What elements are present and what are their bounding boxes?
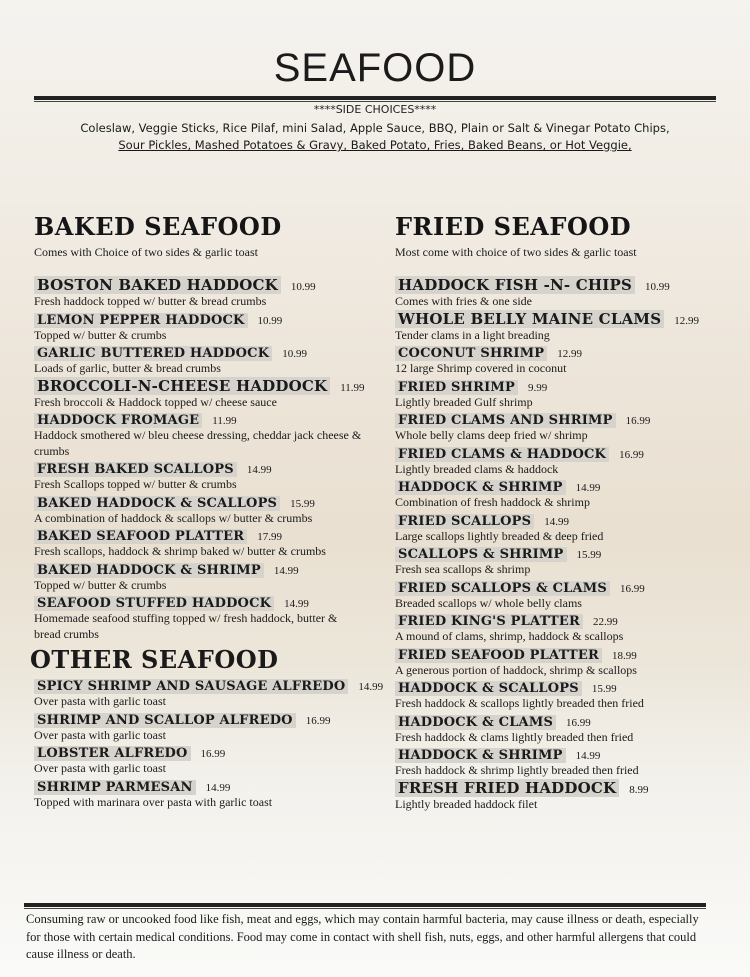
allergen-disclaimer: Consuming raw or uncooked food like fish, meat and eggs, which may contain harmful bacteria, may cause illness or death, especially for those with certain medical conditions. Food may come in contact with shell fish, nuts, eggs, and other harmful allergens that could cause illness or death. [26,912,699,961]
menu-item-price: 14.99 [358,681,384,693]
menu-item-price: 16.99 [305,714,331,727]
other-seafood-list [34,677,384,810]
menu-item-description: Haddock smothered w/ bleu cheese dressing, cheddar jack cheese & crumbs [34,428,362,458]
menu-item-price: 10.99 [282,348,307,360]
menu-item-header [395,713,725,730]
menu-item-description: Comes with fries & one side [395,294,532,308]
menu-item [395,378,725,411]
menu-item-price: 12.99 [674,314,699,327]
menu-item-header [395,646,725,663]
menu-item-header [395,612,725,629]
top-divider [34,96,716,100]
menu-item-name: FRIED SCALLOPS & CLAMS [395,581,610,596]
menu-item-description: Homemade seafood stuffing topped w/ fresh haddock, butter & bread crumbs [34,611,338,641]
menu-item-header [34,744,364,761]
menu-item-description: Lightly breaded Gulf shrimp [395,394,533,409]
menu-item [34,277,364,310]
baked-seafood-subtitle: Comes with Choice of two sides & garlic toast [34,245,258,259]
menu-item-description: A mound of clams, shrimp, haddock & scallops [395,629,624,643]
menu-item [34,311,364,344]
menu-item-header [395,411,725,428]
menu-item-description: Topped with marinara over pasta with garlic toast [34,794,273,809]
menu-item [34,460,364,493]
fried-seafood-title: FRIED SEAFOOD [395,212,632,241]
menu-item-description: Fresh haddock & clams lightly breaded then fried [395,729,634,744]
menu-item-description: Fresh scallops, haddock & shrimp baked w/ butter & crumbs [34,544,326,558]
menu-item [395,512,725,545]
menu-item-description: Topped w/ butter & crumbs [34,327,167,342]
left-column [30,210,384,811]
menu-item-description: Over pasta with garlic toast [34,727,166,742]
menu-item-description: Over pasta with garlic toast [34,761,166,775]
menu-item-price: 16.99 [625,415,651,427]
menu-item-header [34,460,364,477]
menu-item-header [395,478,725,495]
menu-item [395,344,725,377]
menu-item [34,378,364,411]
menu-item-price: 15.99 [591,683,617,695]
right-column [395,210,725,813]
menu-item-price: 14.99 [284,598,309,610]
page-title: SEAFOOD [273,46,477,90]
menu-item-header [395,780,725,797]
menu-item-name: SHRIMP AND SCALLOP ALFREDO [34,713,296,728]
menu-item-header [34,344,364,361]
menu-item [34,494,364,527]
menu-item-header [395,344,725,361]
menu-item-name: SPICY SHRIMP AND SAUSAGE ALFREDO [34,679,348,694]
menu-item-price: 11.99 [340,381,365,394]
menu-item-price: 16.99 [619,582,645,595]
menu-item-header [395,679,725,696]
menu-item-name: LOBSTER ALFREDO [34,746,191,761]
menu-item-name: BAKED HADDOCK & SCALLOPS [34,496,280,511]
menu-item [395,746,725,779]
menu-item-description: Large scallops lightly breaded & deep fried [395,528,604,543]
menu-item-name: FRESH FRIED HADDOCK [395,779,619,797]
menu-item-name: FRIED SHRIMP [395,380,518,395]
menu-item-price: 22.99 [592,616,618,628]
menu-item-description: Fresh haddock & scallops lightly breaded then fried [395,696,644,710]
menu-item-name: FRIED CLAMS AND SHRIMP [395,413,616,428]
menu-item [34,594,364,642]
menu-item-name: SEAFOOD STUFFED HADDOCK [34,596,274,611]
menu-item-header [395,445,725,462]
menu-item-price: 9.99 [527,381,548,394]
menu-item-price: 16.99 [200,748,226,760]
menu-item-description: Lightly breaded haddock filet [395,796,538,811]
menu-item-description: Tender clams in a light breading [395,327,550,342]
menu-item [395,478,725,511]
menu-item-description: Fresh haddock topped w/ butter & bread crumbs [34,294,267,308]
menu-item-header [395,277,725,294]
menu-item-name: FRIED SEAFOOD PLATTER [395,648,602,663]
menu-item-header [34,711,364,728]
menu-item-price: 16.99 [619,448,644,461]
side-choices-line-2: Sour Pickles, Mashed Potatoes & Gravy, Baked Potato, Fries, Baked Beans, or Hot Veggie, [118,138,632,152]
menu-item-description: Lightly breaded clams & haddock [395,461,559,476]
menu-item-price: 15.99 [576,549,602,561]
menu-item [395,311,725,344]
menu-item-description: A combination of haddock & scallops w/ butter & crumbs [34,510,313,525]
baked-seafood-list [34,277,364,642]
menu-item-name: FRIED SCALLOPS [395,514,534,529]
menu-item [34,778,364,811]
menu-item-header [34,527,364,544]
menu-item-name: HADDOCK & SHRIMP [395,480,566,495]
menu-item [395,780,725,813]
menu-item-description: Loads of garlic, butter & bread crumbs [34,361,221,375]
menu-item-name: SHRIMP PARMESAN [34,780,196,795]
menu-item-description: Fresh sea scallops & shrimp [395,562,531,576]
menu-item-header [395,378,725,395]
menu-item [395,612,725,645]
menu-item-price: 10.99 [645,281,670,293]
menu-item-name: HADDOCK FISH -N- CHIPS [395,276,635,294]
menu-item-price: 14.99 [273,564,299,577]
menu-item-price: 14.99 [575,750,601,762]
menu-item-name: FRIED CLAMS & HADDOCK [395,447,609,462]
menu-item-name: BOSTON BAKED HADDOCK [34,276,281,294]
menu-item-name: HADDOCK & CLAMS [395,715,556,730]
menu-item-price: 15.99 [290,497,315,510]
menu-item-name: HADDOCK & SHRIMP [395,748,566,763]
menu-item-header [34,778,364,795]
top-divider-thin [34,101,716,102]
menu-item-name: BAKED HADDOCK & SHRIMP [34,563,264,578]
menu-item-price: 10.99 [290,281,316,293]
menu-item-header [34,594,364,611]
menu-item [395,646,725,679]
menu-item-header [34,677,384,694]
menu-item [34,744,364,777]
menu-item [34,561,364,594]
other-seafood-title: OTHER SEAFOOD [30,645,279,674]
menu-item-description: 12 large Shrimp covered in coconut [395,361,567,375]
menu-item-header [395,512,725,529]
menu-item-price: 17.99 [257,531,282,543]
menu-item-header [34,411,364,428]
menu-item-header [34,561,364,578]
menu-item [395,411,725,444]
menu-item-header [395,746,725,763]
menu-item-description: Over pasta with garlic toast [34,694,166,708]
menu-item-name: HADDOCK & SCALLOPS [395,681,582,696]
menu-item [395,579,725,612]
menu-item-price: 14.99 [246,464,272,476]
fried-seafood-list [395,277,725,812]
menu-item-description: A generous portion of haddock, shrimp & scallops [395,662,637,677]
baked-seafood-title: BAKED SEAFOOD [34,212,282,241]
menu-item-name: HADDOCK FROMAGE [34,413,202,428]
menu-item [34,677,384,710]
menu-item-header [395,311,725,328]
menu-item-name: BROCCOLI-N-CHEESE HADDOCK [34,377,330,395]
side-choices-heading: ****SIDE CHOICES**** [313,103,437,116]
menu-item [34,527,364,560]
menu-item-description: Fresh broccoli & Haddock topped w/ cheese sauce [34,394,277,409]
bottom-divider-thin [24,908,706,909]
menu-item-price: 14.99 [575,482,601,494]
menu-item-description: Breaded scallops w/ whole belly clams [395,595,582,610]
menu-item [34,344,364,377]
menu-item-name: WHOLE BELLY MAINE CLAMS [395,310,664,328]
menu-item [395,277,725,310]
menu-item-price: 10.99 [257,314,283,327]
menu-item-description: Topped w/ butter & crumbs [34,577,167,592]
menu-item-name: BAKED SEAFOOD PLATTER [34,529,247,544]
bottom-divider [24,903,706,907]
menu-item-price: 8.99 [629,783,649,796]
menu-item-name: FRESH BAKED SCALLOPS [34,462,237,477]
menu-item [395,713,725,746]
menu-item-description: Combination of fresh haddock & shrimp [395,495,590,509]
menu-item-description: Fresh Scallops topped w/ butter & crumbs [34,477,237,491]
menu-item-header [34,378,364,395]
menu-item-description: Fresh haddock & shrimp lightly breaded then fried [395,763,639,777]
menu-item-price: 14.99 [544,515,569,528]
menu-item-price: 12.99 [557,348,583,360]
menu-item [34,411,364,459]
menu-item [34,711,364,744]
fried-seafood-subtitle: Most come with choice of two sides & garlic toast [395,245,637,259]
menu-item-name: COCONUT SHRIMP [395,346,547,361]
menu-item-header [395,545,725,562]
menu-item-name: GARLIC BUTTERED HADDOCK [34,346,272,361]
menu-item-name: LEMON PEPPER HADDOCK [34,313,248,328]
menu-item-price: 18.99 [611,649,637,662]
menu-item-header [34,311,364,328]
menu-item [395,545,725,578]
menu-item [395,445,725,478]
side-choices-line-1: Coleslaw, Veggie Sticks, Rice Pilaf, mini Salad, Apple Sauce, BBQ, Plain or Salt & Vinegar Potato Chips, [80,121,670,135]
menu-item-description: Whole belly clams deep fried w/ shrimp [395,428,588,442]
menu-item-header [34,494,364,511]
menu-item-price: 11.99 [212,415,237,427]
menu-item-header [395,579,725,596]
menu-item-header [34,277,364,294]
menu-item-price: 16.99 [566,716,591,729]
menu-item-name: SCALLOPS & SHRIMP [395,547,567,562]
menu-item [395,679,725,712]
menu-item-name: FRIED KING'S PLATTER [395,614,583,629]
menu-item-price: 14.99 [205,781,231,794]
